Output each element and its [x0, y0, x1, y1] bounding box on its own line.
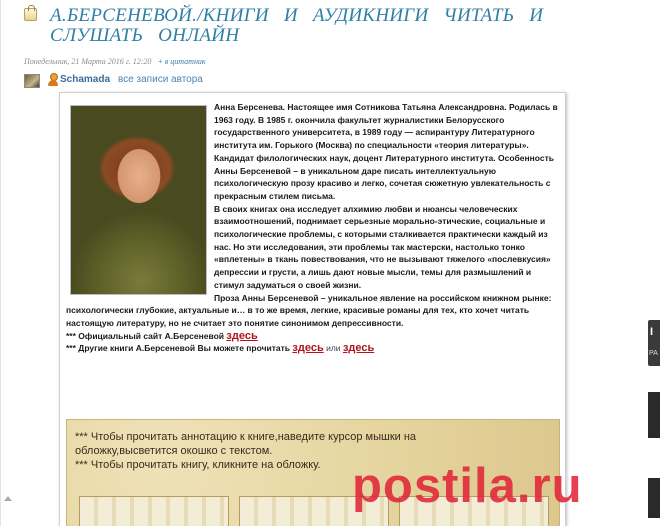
- other-books-label: *** Другие книги А.Берсеневой Вы можете прочитать: [66, 343, 291, 354]
- all-posts-link[interactable]: все записи автора: [118, 74, 203, 85]
- postila-watermark: postila.ru: [352, 459, 583, 513]
- post-date: Понедельник, 21 Марта 2016 г. 12:20: [24, 57, 152, 66]
- side-widget-panel[interactable]: [648, 392, 660, 438]
- side-widget-letter: I: [650, 326, 654, 338]
- or-text: или: [326, 343, 341, 354]
- book-cover[interactable]: [79, 496, 229, 526]
- prose-line-1: Проза Анны Берсеневой – уникальное явление на российском книжном рынке:: [214, 292, 552, 303]
- page-left-border: [0, 0, 1, 526]
- official-site-line: [66, 330, 560, 343]
- bio-paragraph: Анна Берсенева. Настоящее имя Сотникова Татьяна Александровна. Родилась в 1963 году. В 1985 г. окончила факультет журналистики Белорусского государственного университета, в 1989 году — аспирантуру Литературного института им. Горького (Москва) по специальности «теория литературы». Кандидат филологических наук, доцент Литературного института. Особенность Анны Берсеневой – в уникальном даре писать интеллектуальную психологическую прозу красиво и легко, сочетая сюжетную увлекательность с прекрасным стилем письма.: [214, 102, 558, 201]
- other-books-link-2[interactable]: здесь: [342, 342, 375, 355]
- post-body-text: [66, 101, 560, 355]
- instruction-read: *** Чтобы прочитать книгу, кликните на обложку.: [75, 459, 321, 471]
- instruction-annotation: *** Чтобы прочитать аннотацию к книге,наведите курсор мышки на обложку,высветится окошко с текстом.: [75, 431, 417, 457]
- themes-paragraph: В своих книгах она исследует алхимию любви и нюансы человеческих взаимоотношений, поднимает серьезные морально-этические, социальные и психологические проблемы, с которыми сталкивается практически каждый из нас. Но эти исследования, эти проблемы так мастерски, настолько тонко «вплетены» в ткань повествования, что не вызывают тяжелого «послевкусия» депрессии и грусти, а лишь дают новые мысли, темы для размышлений и стимул задуматься о своей жизни.: [214, 203, 551, 290]
- side-widget-tag: PA: [649, 350, 658, 357]
- side-widget-panel[interactable]: [648, 478, 660, 518]
- author-name-link[interactable]: Schamada: [60, 74, 111, 85]
- post-meta: [24, 57, 206, 66]
- official-site-link[interactable]: здесь: [226, 329, 258, 342]
- avatar[interactable]: [24, 74, 40, 88]
- other-books-link-1[interactable]: здесь: [292, 342, 324, 355]
- side-widget-button[interactable]: [648, 320, 660, 366]
- photo-spacer: [66, 101, 214, 298]
- lock-icon: [24, 8, 37, 21]
- other-books-line: [66, 342, 560, 355]
- user-icon: [48, 73, 58, 87]
- add-to-quotes-link[interactable]: + в цитатник: [157, 57, 206, 66]
- post-title[interactable]: А.БЕРСЕНЕВОЙ./КНИГИ И АУДИКНИГИ ЧИТАТЬ И СЛУШАТЬ ОНЛАЙН: [50, 5, 544, 46]
- scroll-up-icon[interactable]: [4, 496, 12, 501]
- official-site-label: *** Официальный сайт А.Берсеневой: [66, 330, 225, 341]
- prose-line-2: психологически глубокие, актуальные и… в то же время, легкие, красивые романы для тех, кто хочет читать настоящую литературу, но не считает это понятие синонимом депрессивности.: [66, 305, 530, 328]
